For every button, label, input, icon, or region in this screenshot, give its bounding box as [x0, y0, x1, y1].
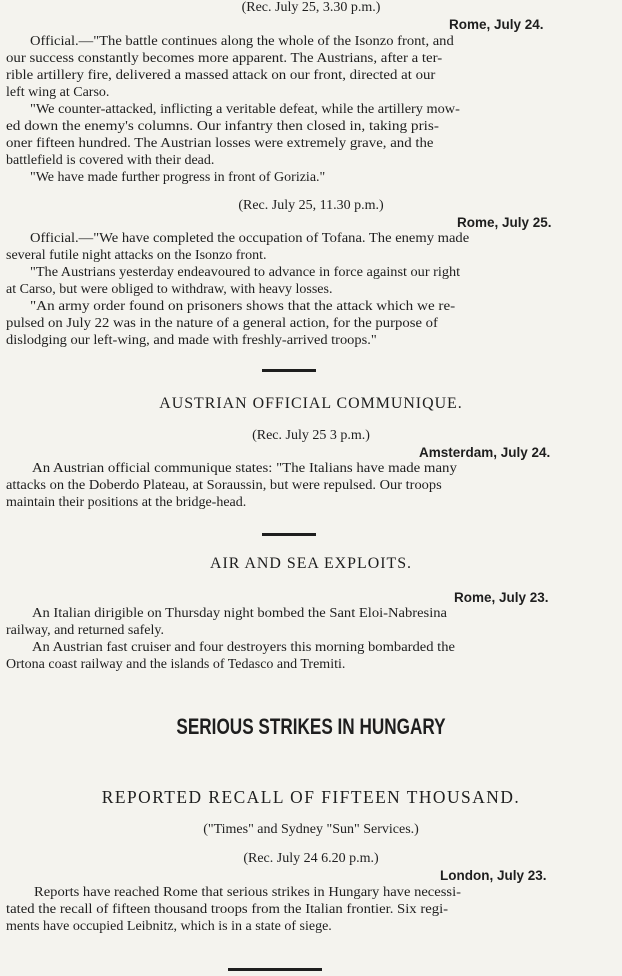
dateline: Amsterdam, July 24.	[419, 445, 551, 460]
text-line: Official.—"We have completed the occupation of Tofana. The enemy made	[30, 231, 470, 246]
headline: SERIOUS STRIKES IN HUNGARY	[176, 714, 446, 739]
text-line: ments have occupied Leibnitz, which is in a state of siege.	[6, 919, 332, 934]
section-rule	[262, 369, 316, 372]
text-line: ed down the enemy's columns. Our infantry then closed in, taking pris-	[6, 119, 439, 134]
dateline: London, July 23.	[440, 868, 547, 883]
text-line: rible artillery fire, delivered a massed attack on our front, directed at our	[6, 68, 436, 83]
received-timestamp: (Rec. July 25, 3.30 p.m.)	[241, 0, 381, 15]
text-line: several futile night attacks on the Isonzo front.	[6, 248, 267, 263]
text-line: maintain their positions at the bridge-head.	[6, 495, 247, 510]
received-timestamp: (Rec. July 24 6.20 p.m.)	[243, 851, 379, 866]
text-line: pulsed on July 22 was in the nature of a general action, for the purpose of	[6, 316, 438, 331]
text-line: tated the recall of fifteen thousand troops from the Italian frontier. Six regi-	[6, 902, 449, 917]
text-line: oner fifteen hundred. The Austrian losses were extremely grave, and the	[6, 136, 434, 151]
services-credit: ("Times" and Sydney "Sun" Services.)	[203, 822, 419, 837]
text-line: "We have made further progress in front of Gorizia."	[30, 170, 326, 185]
subheadline: REPORTED RECALL OF FIFTEEN THOUSAND.	[101, 787, 521, 807]
section-heading: AIR AND SEA EXPLOITS.	[209, 555, 412, 572]
text-line: Official.—"The battle continues along the whole of the Isonzo front, and	[30, 34, 454, 49]
text-line: our success constantly becomes more apparent. The Austrians, after a ter-	[6, 51, 443, 66]
text-line: "An army order found on prisoners shows that the attack which we re-	[30, 299, 456, 314]
dateline: Rome, July 23.	[454, 590, 549, 605]
text-line: attacks on the Doberdo Plateau, at Soraussin, but were repulsed. Our troops	[6, 478, 442, 493]
dateline: Rome, July 25.	[457, 215, 552, 230]
text-line: An Italian dirigible on Thursday night bombed the Sant Eloi-Nabresina	[32, 606, 448, 621]
dateline: Rome, July 24.	[449, 17, 544, 32]
text-line: railway, and returned safely.	[6, 623, 164, 638]
text-line: dislodging our left-wing, and made with freshly-arrived troops."	[6, 333, 377, 348]
text-line: An Austrian fast cruiser and four destroyers this morning bombarded the	[32, 640, 455, 655]
text-line: left wing at Carso.	[6, 85, 110, 100]
text-line: Reports have reached Rome that serious strikes in Hungary have necessi-	[34, 885, 461, 900]
section-heading: AUSTRIAN OFFICIAL COMMUNIQUE.	[159, 395, 463, 412]
text-line: Ortona coast railway and the islands of Tedasco and Tremiti.	[6, 657, 346, 672]
section-rule	[262, 533, 316, 536]
text-line: "We counter-attacked, inflicting a veritable defeat, while the artillery mow-	[30, 102, 460, 117]
section-rule	[228, 968, 322, 971]
text-line: at Carso, but were obliged to withdraw, with heavy losses.	[6, 282, 333, 297]
text-line: "The Austrians yesterday endeavoured to advance in force against our right	[30, 265, 461, 280]
text-line: An Austrian official communique states: "The Italians have made many	[32, 461, 457, 476]
received-timestamp: (Rec. July 25, 11.30 p.m.)	[238, 198, 384, 213]
received-timestamp: (Rec. July 25 3 p.m.)	[252, 428, 370, 443]
text-line: battlefield is covered with their dead.	[6, 153, 215, 168]
